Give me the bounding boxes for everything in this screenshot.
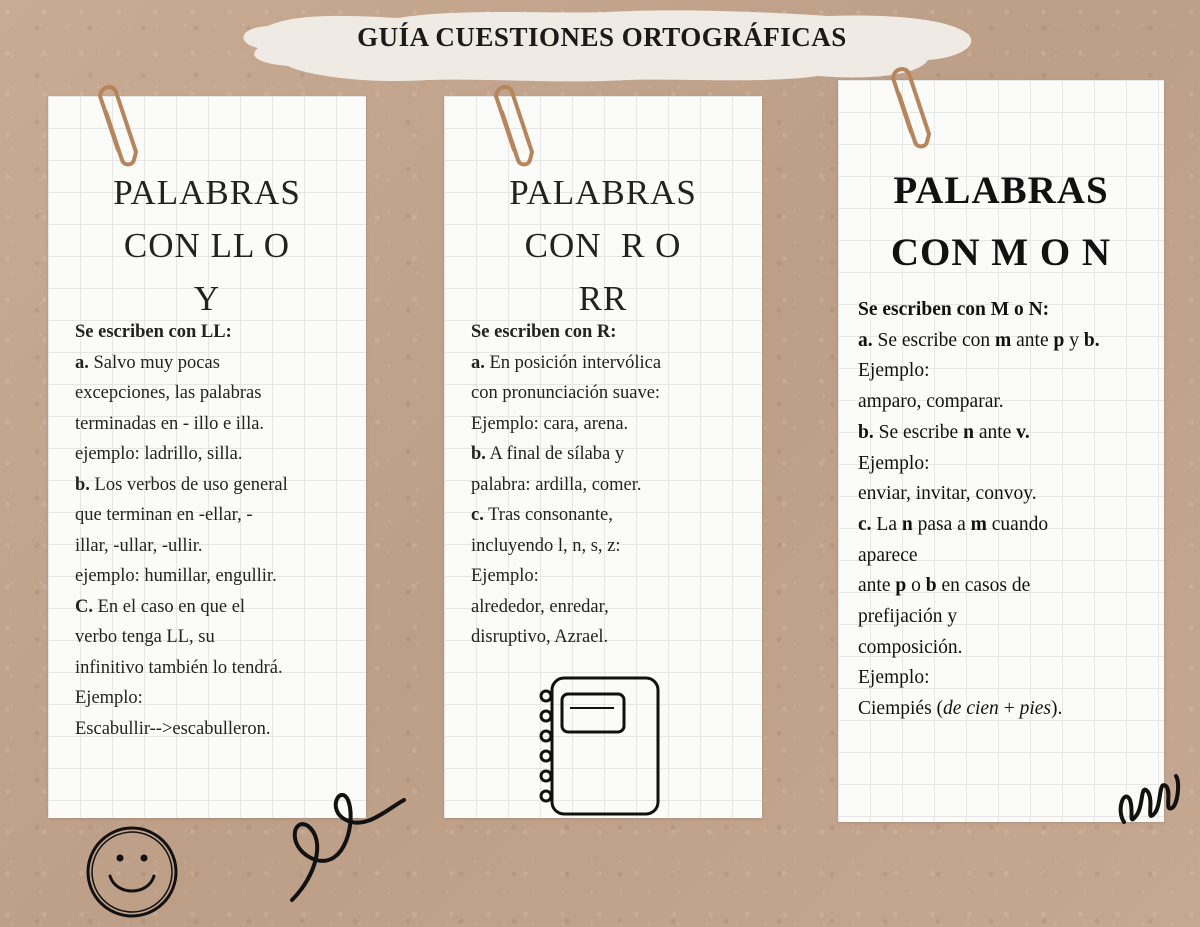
rule-line: prefijación y [858,606,958,628]
rule-line: verbo tenga LL, su [75,627,215,647]
rule-line: c. La n pasa a m cuando [858,513,1049,535]
card-title [838,160,1164,284]
card-title-line: CON M O N [890,231,1112,274]
rule-line: a. Se escribe con m ante p y b. [858,329,1100,351]
card-title-line: Y [193,279,221,318]
rule-line: Ejemplo: [858,360,930,382]
card-title-line: PALABRAS [509,173,697,212]
rule-line: palabra: ardilla, comer. [471,474,642,495]
card-heading: Se escriben con M o N: [858,299,1050,320]
rule-line: a. En posición intervólica [471,352,662,373]
paperclip-icon [92,84,142,168]
card-body [471,317,752,653]
notebook-icon [536,672,666,822]
rule-line: c. Tras consonante, [471,505,613,525]
card-title-line: RR [578,279,628,318]
rule-line: incluyendo l, n, s, z: [471,535,621,556]
smiley-icon [82,822,182,922]
paperclip-icon [488,84,538,168]
rule-line: amparo, comparar. [858,391,1004,413]
card-title-line: CON R O [524,226,682,265]
card-heading: Se escriben con R: [471,322,617,342]
paperclip-icon [885,66,935,150]
rule-line: Ejemplo: cara, arena. [471,413,629,434]
card-title [48,166,366,325]
rule-line: ejemplo: ladrillo, silla. [75,444,243,464]
rule-line: infinitivo también lo tendrá. [75,657,283,678]
card-m-n [838,80,1164,822]
rule-line: Ejemplo: [471,566,539,586]
page-title: GUÍA CUESTIONES ORTOGRÁFICAS [357,22,847,52]
rule-line: terminadas en - illo e illa. [75,413,265,434]
card-title-line: PALABRAS [893,169,1109,212]
rule-line: b. Los verbos de uso general [75,474,288,495]
loop-doodle-icon [286,780,416,910]
rule-line: Ejemplo: [858,667,930,689]
rule-line: Ciempiés (de cien + pies). [858,698,1063,720]
card-title-line: PALABRAS [113,173,301,212]
rule-line: enviar, invitar, convoy. [858,483,1037,505]
rule-line: con pronunciación suave: [471,383,661,403]
card-body [858,295,1154,725]
rule-line: alrededor, enredar, [471,596,609,617]
rule-line: illar, -ullar, -ullir. [75,535,203,556]
rule-line: C. En el caso en que el [75,596,246,617]
rule-line: ejemplo: humillar, engullir. [75,566,277,586]
rule-line: Ejemplo: [75,688,143,708]
rule-line: disruptivo, Azrael. [471,627,609,647]
rule-line: b. Se escribe n ante v. [858,421,1030,443]
scribble-icon [1114,762,1184,832]
title-banner [228,6,976,84]
rule-line: a. Salvo muy pocas [75,352,220,373]
rule-line: que terminan en -ellar, - [75,505,253,525]
card-title [444,166,762,325]
rule-line: aparece [858,544,918,566]
rule-line: ante p o b en casos de [858,575,1031,597]
card-body [75,317,356,744]
rule-line: b. A final de sílaba y [471,444,625,464]
rule-line: Escabullir-->escabulleron. [75,718,271,739]
rule-line: composición. [858,636,963,658]
card-heading: Se escriben con LL: [75,322,232,342]
card-title-line: CON LL O [123,226,291,265]
card-ll-y [48,96,366,818]
rule-line: Ejemplo: [858,452,930,474]
rule-line: excepciones, las palabras [75,383,262,403]
